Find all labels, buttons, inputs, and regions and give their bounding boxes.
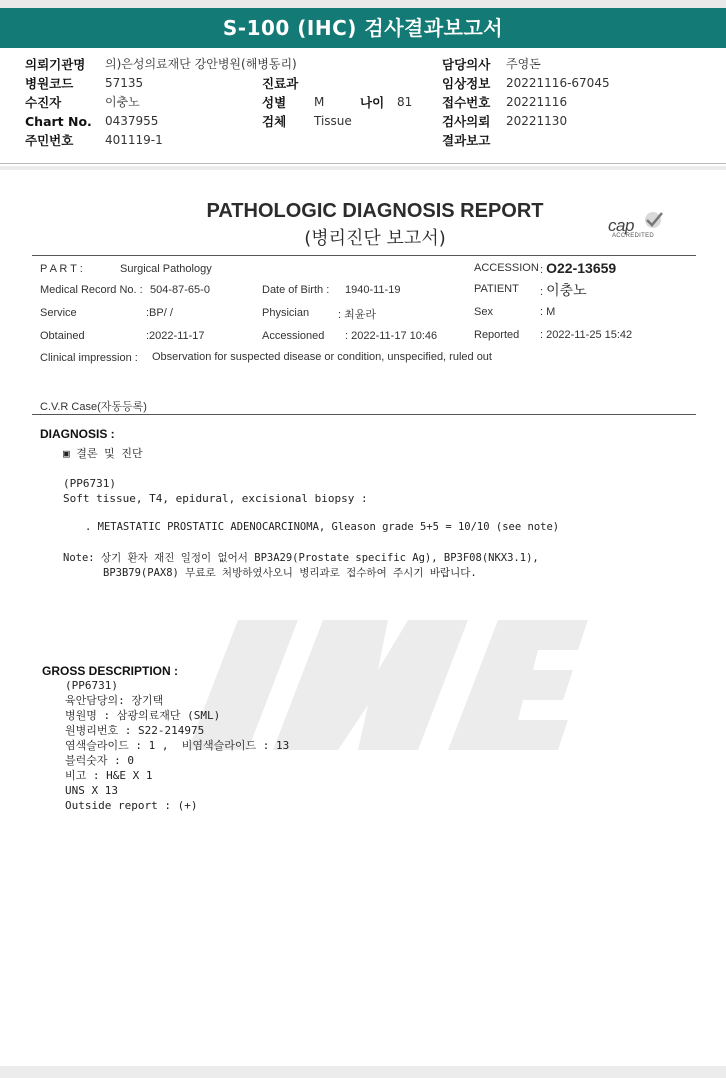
gross-heading: GROSS DESCRIPTION : — [42, 664, 179, 678]
specimen-label: 검체 — [262, 114, 287, 129]
gross-line: UNS X 13 — [65, 784, 118, 797]
patient-label: PATIENT — [474, 283, 519, 295]
diagnosis-note-line-2: BP3B79(PAX8) 무료로 처방하였사오니 병리과로 접수하여 주시기 바랍니다. — [103, 567, 477, 579]
divider — [32, 414, 696, 415]
top-strip — [0, 0, 726, 8]
report-title: PATHOLOGIC DIAGNOSIS REPORT — [206, 200, 544, 222]
clinical-impression-value: Observation for suspected disease or condition, unspecified, ruled out — [152, 351, 492, 363]
gross-line: (PP6731) — [65, 679, 118, 692]
mrn-value: 504-87-65-0 — [150, 284, 210, 296]
mrn-label: Medical Record No. : — [40, 284, 143, 296]
sex-value-report: : M — [540, 306, 556, 318]
diagnosis-code: (PP6731) — [63, 477, 116, 490]
accession-value: : O22-13659 — [540, 260, 617, 276]
gross-line: 원병리번호 : S22-214975 — [65, 724, 205, 737]
chart-label: Chart No. — [25, 114, 92, 129]
receipt-label: 접수번호 — [442, 95, 491, 110]
specimen-value: Tissue — [314, 114, 352, 128]
gross-line: 육안담당의: 장기택 — [65, 694, 164, 707]
patient-value: : 이충노 — [540, 282, 587, 298]
cap-check-icon — [640, 210, 666, 230]
diagnosis-heading: DIAGNOSIS : — [40, 427, 115, 441]
clinical-label: 임상정보 — [442, 76, 491, 91]
diagnosis-subheading: ▣ 결론 및 진단 — [63, 447, 143, 460]
hospital-code-value: 57135 — [105, 76, 144, 90]
page-title: S-100 (IHC) 검사결과보고서 — [0, 8, 726, 48]
diagnosis-text: . METASTATIC PROSTATIC ADENOCARCINOMA, Gleason grade 5+5 = 10/10 (see note) — [85, 521, 560, 533]
bottom-strip — [0, 1066, 726, 1078]
institution-value: 의)은성의료재단 강안병원(해병동리) — [105, 57, 297, 71]
gross-description — [65, 678, 289, 813]
chart-value: 0437955 — [105, 114, 159, 128]
doctor-value: 주영돈 — [506, 57, 541, 71]
divider — [32, 255, 696, 256]
request-label: 검사의뢰 — [442, 114, 491, 129]
age-value: 81 — [397, 95, 413, 109]
reported-value: : 2022-11-25 15:42 — [540, 329, 633, 341]
diagnosis-note-line-1: Note: 상기 환자 재진 일정이 없어서 BP3A29(Prostate specific Ag), BP3F08(NKX3.1), — [63, 552, 539, 564]
result-value: 20221130 — [506, 114, 568, 128]
examinee-value: 이충노 — [105, 95, 140, 109]
gross-line: 염색슬라이드 : 1 , 비염색슬라이드 : 13 — [65, 739, 290, 752]
cap-logo: cap — [608, 216, 634, 235]
accessioned-label: Accessioned — [262, 330, 325, 342]
service-label: Service — [40, 307, 77, 319]
cvr-case: C.V.R Case(자동등록) — [40, 401, 147, 413]
age-label: 나이 — [360, 95, 385, 110]
dob-label: Date of Birth : — [262, 284, 330, 296]
gross-line: Outside report : (+) — [65, 799, 198, 812]
sex-label: 성별 — [262, 95, 287, 110]
info-right-values — [506, 55, 610, 131]
accession-label: ACCESSION — [474, 262, 539, 274]
rrn-label: 주민번호 — [25, 133, 74, 148]
dept-label: 진료과 — [262, 76, 299, 91]
gross-line: 블럭숫자 : 0 — [65, 754, 134, 767]
receipt-value: 20221116-67045 — [506, 76, 610, 90]
info-right-labels — [442, 55, 490, 150]
divider — [0, 163, 726, 164]
divider — [0, 166, 726, 170]
diagnosis-site: Soft tissue, T4, epidural, excisional biopsy : — [63, 492, 368, 505]
service-value: :BP/ / — [146, 307, 173, 319]
obtained-label: Obtained — [40, 330, 85, 342]
rrn-value: 401119-1 — [105, 133, 163, 147]
sex-value: M — [314, 95, 325, 109]
cap-accredited-text: ACCREDITED — [612, 233, 655, 239]
doctor-label: 담당의사 — [442, 57, 491, 72]
report-subtitle: (병리진단 보고서) — [304, 228, 446, 249]
sex-label-report: Sex — [474, 306, 493, 318]
physician-label: Physician — [262, 307, 310, 319]
obtained-value: :2022-11-17 — [146, 330, 205, 342]
clinical-impression-label: Clinical impression : — [40, 352, 138, 364]
result-label: 결과보고 — [442, 133, 491, 148]
request-value: 20221116 — [506, 95, 568, 109]
accessioned-value: : 2022-11-17 10:46 — [345, 330, 438, 342]
info-left-labels — [25, 55, 92, 150]
reported-label: Reported — [474, 329, 520, 341]
part-label: P A R T : — [40, 263, 83, 275]
examinee-label: 수진자 — [25, 95, 62, 110]
physician-value: : 최윤라 — [338, 309, 376, 321]
gross-line: 비고 : H&E X 1 — [65, 769, 153, 782]
gross-line: 병원명 : 삼광의료재단 (SML) — [65, 709, 221, 722]
dob-value: 1940-11-19 — [345, 284, 401, 296]
institution-label: 의뢰기관명 — [25, 57, 86, 72]
part-value: Surgical Pathology — [120, 263, 212, 275]
hospital-code-label: 병원코드 — [25, 76, 74, 91]
